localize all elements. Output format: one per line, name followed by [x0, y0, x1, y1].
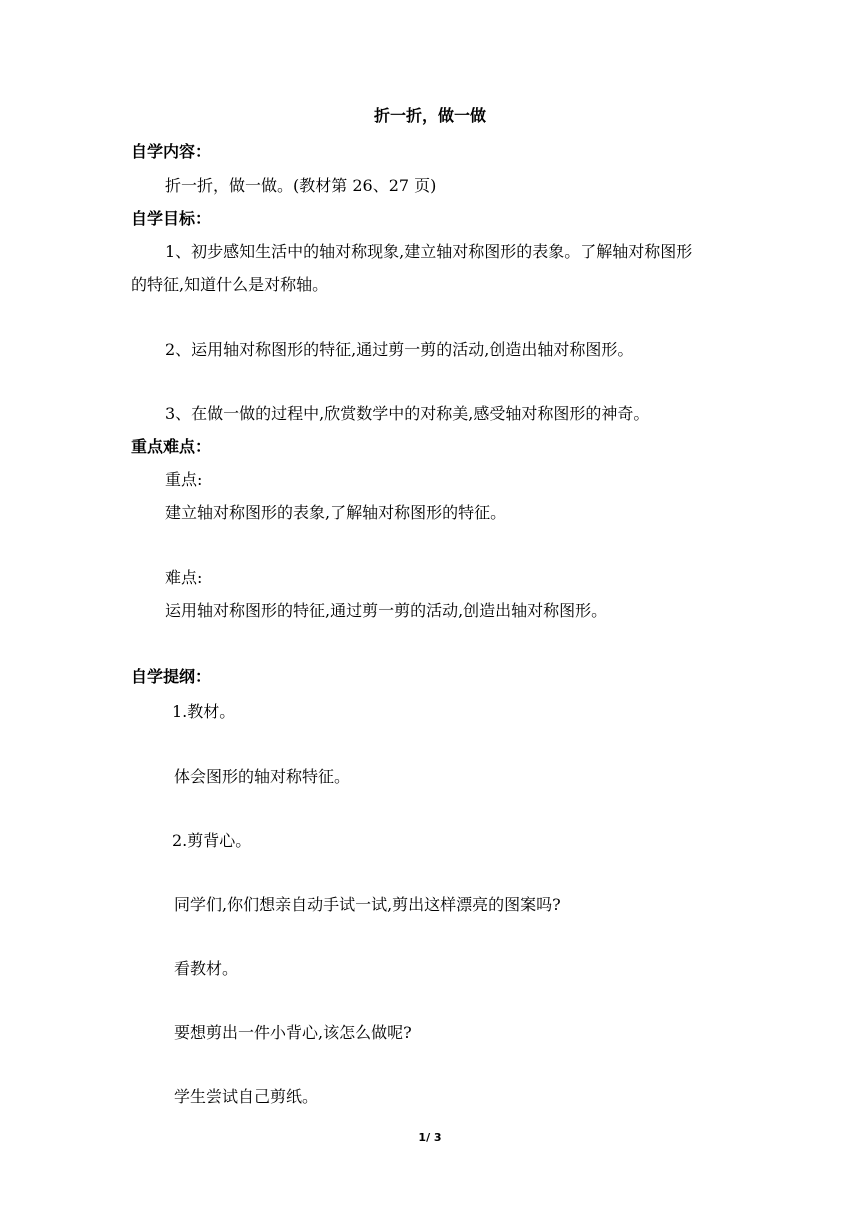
key-point-text: 建立轴对称图形的表象,了解轴对称图形的特征。: [165, 503, 507, 522]
outline-item: 看教材。: [174, 959, 239, 978]
heading-study-goals: 自学目标：: [131, 209, 212, 228]
goal-1-line-2: 的特征,知道什么是对称轴。: [131, 275, 329, 294]
difficult-point-label: 难点:: [165, 568, 203, 587]
heading-study-content: 自学内容：: [131, 142, 212, 161]
outline-item: 要想剪出一件小背心,该怎么做呢?: [174, 1023, 412, 1042]
difficult-point-text: 运用轴对称图形的特征,通过剪一剪的活动,创造出轴对称图形。: [165, 601, 608, 620]
study-content-text: 折一折，做一做。(教材第 26、27 页): [165, 176, 437, 195]
outline-item: 学生尝试自己剪纸。: [174, 1087, 319, 1106]
outline-item: 体会图形的轴对称特征。: [174, 767, 351, 786]
outline-item: 2.剪背心。: [172, 831, 252, 850]
outline-item: 同学们,你们想亲自动手试一试,剪出这样漂亮的图案吗?: [174, 895, 561, 914]
heading-study-outline: 自学提纲：: [131, 667, 212, 686]
goal-3: 3、在做一做的过程中,欣赏数学中的对称美,感受轴对称图形的神奇。: [165, 404, 650, 423]
document-title: 折一折，做一做: [373, 106, 486, 125]
page-number: 1/ 3: [418, 1131, 442, 1144]
outline-item: 1.教材。: [172, 702, 236, 721]
goal-1-line-1: 1、初步感知生活中的轴对称现象,建立轴对称图形的表象。了解轴对称图形: [165, 242, 693, 261]
goal-2: 2、运用轴对称图形的特征,通过剪一剪的活动,创造出轴对称图形。: [165, 340, 634, 359]
key-point-label: 重点:: [165, 470, 203, 489]
heading-key-points: 重点难点：: [131, 437, 212, 456]
